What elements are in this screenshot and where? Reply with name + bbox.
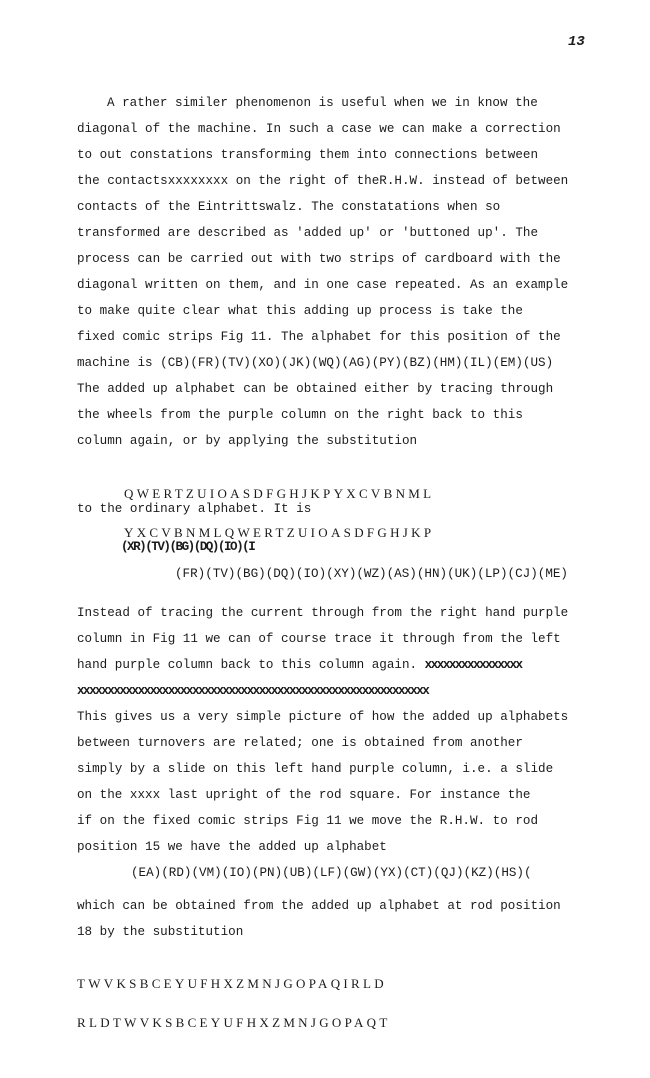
text-line: process can be carried out with two strips of cardboard with the — [77, 252, 561, 266]
struck-text: xxxxxxxxxxxxxxxxxxxxxxxxxxxxxxxxxxxxxxxxxxxxxxxxxxxxxxxxxx — [77, 684, 429, 698]
paragraph-2 — [77, 600, 622, 860]
substitution-table-2 — [77, 951, 391, 1042]
text-line: contacts of the Eintrittswalz. The constatations when so — [77, 200, 501, 214]
text-line: to out constations transforming them into connections between — [77, 148, 539, 162]
text-line: A rather similer phenomenon is useful when we in know the — [107, 96, 538, 110]
struck-alphabet — [77, 534, 622, 560]
struck-text: xxxxxxxxxxxxxxxx — [424, 658, 522, 672]
alphabet-rod-15 — [77, 860, 622, 886]
text-segment: hand purple column back to this column again. — [77, 658, 418, 672]
alphabet-line: (FR)(TV)(BG)(DQ)(IO)(XY)(WZ)(AS)(HN)(UK)(LP)(CJ)(ME) — [175, 567, 568, 581]
text-line: to the ordinary alphabet. It is — [77, 502, 312, 516]
substitution-top-row: QWERTZUIOASDFGHJKPYXCVBNML — [124, 486, 435, 501]
text-line: Instead of tracing the current through from the right hand purple — [77, 606, 569, 620]
text-line: This gives us a very simple picture of how the added up alphabets — [77, 710, 569, 724]
text-line: The added up alphabet can be obtained either by tracing through — [77, 382, 554, 396]
text-line: the contactsxxxxxxxx on the right of theR.H.W. instead of between — [77, 174, 569, 188]
text-line: to make quite clear what this adding up process is take the — [77, 304, 523, 318]
alphabet-line: (EA)(RD)(VM)(IO)(PN)(UB)(LF)(GW)(YX)(CT)(QJ)(KZ)(HS)( — [131, 866, 532, 880]
substitution-top-row: TWVKSBCEYUFHXZMNJGOPAQIRLD — [77, 976, 387, 991]
struck-text: (XR)(TV)(BG)(DQ)(IO)(I — [121, 540, 255, 554]
paragraph-1 — [77, 90, 622, 454]
text-line: diagonal written on them, and in one case repeated. As an example — [77, 278, 569, 292]
paragraph-1-end — [77, 496, 622, 522]
text-line: the wheels from the purple column on the right back to this — [77, 408, 523, 422]
text-line: machine is (CB)(FR)(TV)(XO)(JK)(WQ)(AG)(PY)(BZ)(HM)(IL)(EM)(US) — [77, 356, 554, 370]
substitution-bottom-row: RLDTWVKSBCEYUFHXZMNJGOPAQT — [77, 1015, 391, 1030]
page-number: 13 — [568, 34, 585, 50]
text-line: position 15 we have the added up alphabet — [77, 840, 387, 854]
text-line: column again, or by applying the substitution — [77, 434, 418, 448]
text-line: column in Fig 11 we can of course trace it through from the left — [77, 632, 561, 646]
text-line: which can be obtained from the added up alphabet at rod position — [77, 899, 561, 913]
substitution-bottom-row: YXCVBNMLQWERTZUIOASDFGHJKP — [124, 525, 435, 540]
text-line: 18 by the substitution — [77, 925, 244, 939]
text-line: on the xxxx last upright of the rod square. For instance the — [77, 788, 531, 802]
added-up-alphabet — [77, 561, 622, 587]
text-line: transformed are described as 'added up' or 'buttoned up'. The — [77, 226, 539, 240]
text-line — [77, 652, 622, 678]
text-line: if on the fixed comic strips Fig 11 we move the R.H.W. to rod — [77, 814, 539, 828]
text-line: between turnovers are related; one is obtained from another — [77, 736, 523, 750]
text-line: fixed comic strips Fig 11. The alphabet for this position of the — [77, 330, 561, 344]
text-line: simply by a slide on this left hand purple column, i.e. a slide — [77, 762, 554, 776]
text-line: diagonal of the machine. In such a case we can make a correction — [77, 122, 561, 136]
paragraph-4 — [77, 893, 622, 945]
